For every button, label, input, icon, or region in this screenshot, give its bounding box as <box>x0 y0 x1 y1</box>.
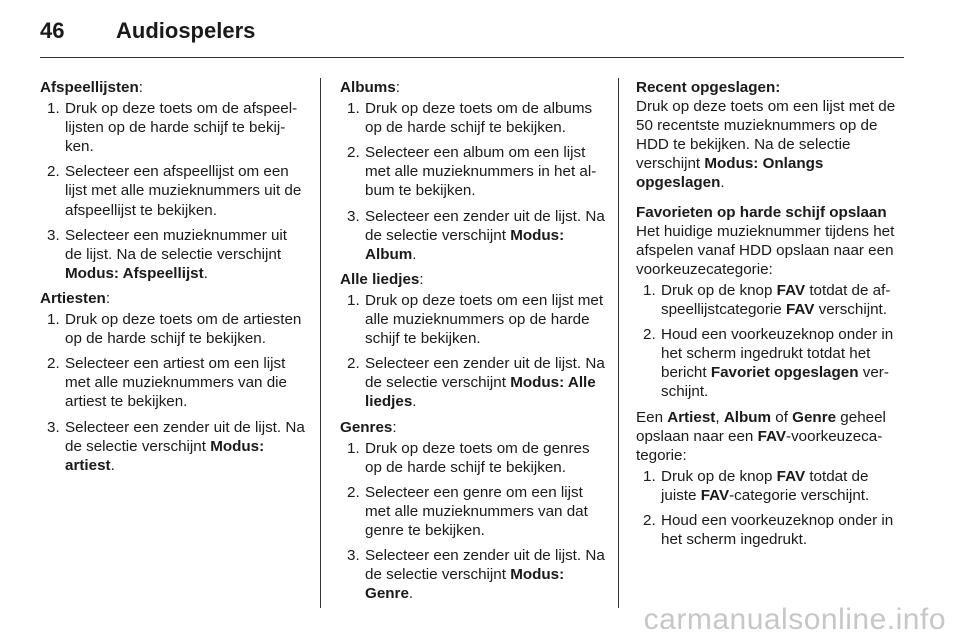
paragraph: Druk op deze toets om een lijst met de 50 recentste muzieknummers op de HDD te bekijken. Na de selectie verschijnt Modus: Onlangs opgeslagen. <box>636 98 896 192</box>
list-item: 2. Selecteer een album om een lijst met alle muzieknummers in het album te bekijken. <box>347 144 597 200</box>
section-heading: Favorieten op harde schijf opslaan <box>636 203 887 221</box>
list-item: 2. Houd een voorkeuzeknop onder in het scherm ingedrukt. <box>643 511 894 549</box>
section-heading: Genres: <box>340 418 397 436</box>
column-3 <box>636 78 902 555</box>
step-list <box>340 291 606 412</box>
section-all-songs <box>340 270 606 412</box>
list-item: 3. Selecteer een zender uit de lijst. Na de selectie verschijnt Modus: Album. <box>347 207 605 263</box>
column-divider <box>618 78 619 608</box>
section-artists <box>40 289 306 475</box>
page-number: 46 <box>40 18 65 43</box>
list-item: 3. Selecteer een muzieknummer uit de lijst. Na de selectie verschijnt Modus: Afspeellijst. <box>47 226 288 282</box>
list-item: 1. Druk op deze toets om de genres op de harde schijf te bekijken. <box>347 439 590 476</box>
header-rule <box>40 57 904 58</box>
list-item: 1. Druk op deze toets om een lijst met alle muzieknummers op de harde schijf te bekijken. <box>347 291 604 348</box>
section-albums <box>340 78 606 264</box>
column-divider <box>320 78 321 608</box>
column-1 <box>40 78 306 481</box>
step-list <box>636 467 902 549</box>
step-list <box>340 99 606 264</box>
section-heading: Alle liedjes: <box>340 270 424 288</box>
column-2 <box>340 78 606 609</box>
section-heading: Recent opgeslagen: <box>636 79 781 96</box>
list-item: 3. Selecteer een zender uit de lijst. Na de selectie verschijnt Modus: Genre. <box>347 547 605 603</box>
list-item: 1. Druk op deze toets om de albums op de harde schijf te bekijken. <box>347 100 593 137</box>
list-item: 2. Selecteer een afspeellijst om een lijst met alle muzieknummers uit de afspeellijst te bekijken. <box>47 163 302 219</box>
step-list <box>340 439 606 604</box>
section-heading: Afspeellijsten: <box>40 79 143 96</box>
list-item: 1. Druk op deze toets om de afspeellijsten op de harde schijf te bekijken. <box>47 100 298 156</box>
section-heading: Artiesten: <box>40 289 111 307</box>
list-item: 3. Selecteer een zender uit de lijst. Na de selectie verschijnt Modus: artiest. <box>47 418 305 474</box>
section-group-save <box>636 408 902 550</box>
paragraph: Het huidige muzieknummer tijdens het afspelen vanaf HDD opslaan naar een voorkeuzecategorie: <box>636 222 895 278</box>
section-playlists <box>40 78 306 283</box>
watermark: carmanualsonline.info <box>643 603 946 636</box>
list-item: 2. Selecteer een genre om een lijst met alle muzieknummers van dat genre te bekijken. <box>347 483 588 539</box>
list-item: 2. Selecteer een zender uit de lijst. Na de selectie verschijnt Modus: Alle liedjes. <box>347 355 605 411</box>
step-list <box>40 99 306 283</box>
paragraph: Een Artiest, Album of Genre geheel opslaan naar een FAV-voorkeuzecategorie: <box>636 408 886 464</box>
section-genres <box>340 418 606 604</box>
list-item: 1. Druk op deze toets om de artiesten op de harde schijf te bekijken. <box>47 311 302 348</box>
list-item: 2. Houd een voorkeuzeknop onder in het scherm ingedrukt totdat het bericht Favoriet opgeslagen verschijnt. <box>643 326 894 401</box>
page-title: Audiospelers <box>116 18 256 43</box>
section-favorites <box>636 203 902 402</box>
section-heading: Albums: <box>340 79 400 96</box>
list-item: 1. Druk op de knop FAV totdat de afspeellijstcategorie FAV verschijnt. <box>643 281 891 319</box>
section-recently-saved <box>636 78 902 193</box>
list-item: 1. Druk op de knop FAV totdat de juiste FAV-categorie verschijnt. <box>643 467 870 504</box>
list-item: 2. Selecteer een artiest om een lijst met alle muzieknummers van die artiest te bekijken. <box>47 355 287 411</box>
step-list <box>636 281 902 402</box>
step-list <box>40 310 306 475</box>
